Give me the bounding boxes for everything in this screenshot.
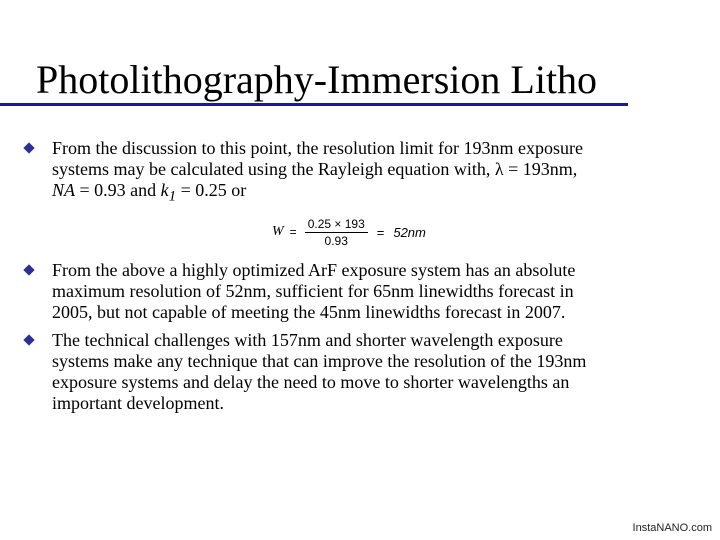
bullet-item-1	[52, 138, 652, 208]
diamond-bullet-icon	[23, 142, 34, 153]
k-value: = 0.25 or	[176, 180, 247, 200]
bullet-line: systems make any technique that can improve the resolution of the 193nm	[52, 351, 587, 371]
bullet-line: 2005, but not capable of meeting the 45nm linewidths forecast in 2007.	[52, 302, 566, 322]
equation-fraction	[305, 217, 368, 248]
bullet-item-2	[52, 260, 652, 323]
bullet-line: The technical challenges with 157nm and shorter wavelength exposure	[52, 330, 563, 350]
diamond-bullet-icon	[23, 264, 34, 275]
equation-numerator: 0.25 × 193	[305, 217, 368, 233]
k-symbol: k	[160, 180, 169, 200]
na-value: = 0.93 and	[75, 180, 161, 200]
bullet-line-with-symbols	[52, 180, 652, 208]
slide-title: Photolithography-Immersion Litho	[36, 57, 598, 102]
equation-result: 52nm	[393, 224, 426, 240]
bullet-line: systems may be calculated using the Rayleigh equation with, λ = 193nm,	[52, 159, 578, 179]
bullet-line: From the discussion to this point, the resolution limit for 193nm exposure	[52, 138, 583, 158]
title-underline	[0, 103, 628, 106]
footer-watermark: InstaNANO.com	[632, 522, 712, 534]
bullet-line: exposure systems and delay the need to move to shorter wavelengths an	[52, 372, 570, 392]
bullet-line: important development.	[52, 393, 224, 413]
equation-equals: =	[289, 225, 297, 239]
rayleigh-equation	[272, 214, 426, 250]
diamond-bullet-icon	[23, 334, 34, 345]
equation-denominator: 0.93	[324, 233, 348, 248]
k-subscript: 1	[168, 188, 177, 205]
bullet-item-3	[52, 330, 652, 414]
na-symbol: NA	[52, 180, 76, 200]
bullet-line: maximum resolution of 52nm, sufficient for 65nm linewidths forecast in	[52, 281, 574, 301]
equation-equals: =	[376, 224, 385, 240]
equation-lhs: W	[272, 224, 284, 239]
bullet-line: From the above a highly optimized ArF exposure system has an absolute	[52, 260, 576, 280]
